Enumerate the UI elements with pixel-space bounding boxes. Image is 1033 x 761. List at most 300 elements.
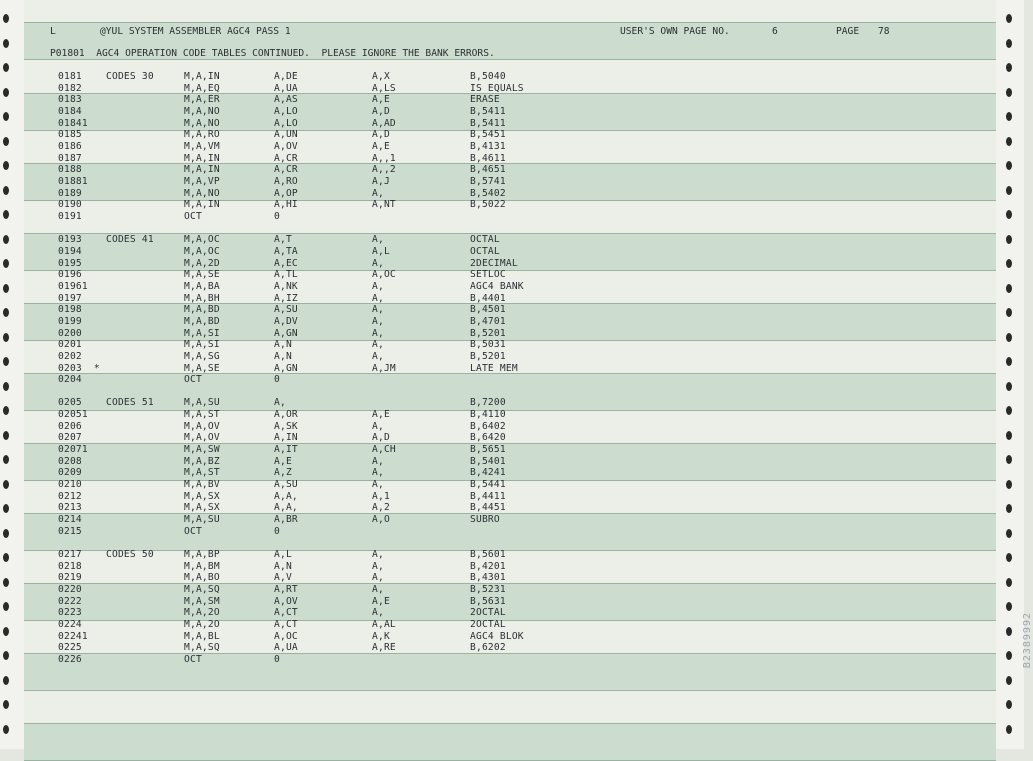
listing-a1: A,BR [274,514,298,526]
listing-line [24,316,996,328]
listing-line [24,654,996,666]
listing-line [24,153,996,165]
listing-no: 0194 [58,245,82,257]
listing-line [24,188,996,200]
listing-no: 0222 [58,595,82,607]
header-page-label: PAGE [836,26,860,37]
listing-line [24,363,996,375]
listing-label: CODES 50 [106,549,154,561]
listing-a1: A,OP [274,187,298,199]
listing-a3: B,5402 [470,187,506,199]
listing-no: 0201 [58,339,82,351]
listing-line [24,607,996,619]
listing-a2: A, [372,304,384,316]
feed-hole [3,504,9,513]
listing-a1: A,CT [274,607,298,619]
listing-a1: A,UA [274,82,298,94]
listing-no: 01881 [58,175,88,187]
listing-op: M,A,NO [184,187,220,199]
listing-no: 0206 [58,420,82,432]
listing-line [24,502,996,514]
listing-a3: B,5631 [470,595,506,607]
feed-hole [3,627,9,636]
listing-a2: A, [372,455,384,467]
listing-op: M,A,RO [184,129,220,141]
listing-a3: B,5040 [470,71,506,82]
listing-no: 0204 [58,374,82,386]
listing-a1: A,N [274,350,292,362]
listing-no: 0203 * [58,362,100,374]
listing-a1: A,E [274,455,292,467]
listing-a1: A,LO [274,105,298,117]
listing-line [24,537,996,549]
feed-hole [3,161,9,170]
feed-hole [1006,137,1012,146]
listing-op: M,A,ST [184,409,220,421]
feed-hole [1006,406,1012,415]
listing-label: CODES 30 [106,71,154,82]
feed-hole [3,63,9,72]
listing-no: 01841 [58,117,88,129]
feed-hole [1006,676,1012,685]
listing-a2: A, [372,234,384,246]
listing-op: M,A,SM [184,595,220,607]
feed-hole [3,137,9,146]
listing-op: M,A,IN [184,164,220,176]
listing-no: 0182 [58,82,82,94]
listing-op: M,A,BA [184,280,220,292]
listing-line [24,432,996,444]
feed-hole [1006,210,1012,219]
listing-op: M,A,SQ [184,642,220,654]
listing-a3: IS EQUALS [470,82,524,94]
listing-a3: B,4131 [470,140,506,152]
listing-a1: A,OC [274,630,298,642]
header-title: @YUL SYSTEM ASSEMBLER AGC4 PASS 1 [100,26,291,37]
listing-a3: B,4201 [470,560,506,572]
feed-hole [3,651,9,660]
listing-a3: B,5231 [470,584,506,596]
listing-no: 02241 [58,630,88,642]
feed-hole [3,700,9,709]
listing-op: M,A,2O [184,619,220,631]
listing-no: 0195 [58,257,82,269]
listing-op: M,A,IN [184,152,220,164]
feed-hole [1006,700,1012,709]
listing-subtitle: P01801 AGC4 OPERATION CODE TABLES CONTINUED. PLEASE IGNORE THE BANK ERRORS. [50,48,495,59]
listing-a1: A,GN [274,327,298,339]
listing-op: M,A,2D [184,257,220,269]
listing-a2: A, [372,339,384,351]
listing-line [24,328,996,340]
listing-label: CODES 41 [106,234,154,246]
listing-line [24,71,996,83]
listing-a2: A,E [372,94,390,106]
listing-no: 0224 [58,619,82,631]
feed-hole [3,382,9,391]
listing-a2: A,CH [372,444,396,456]
listing-op: M,A,OC [184,245,220,257]
listing-a1: A,GN [274,362,298,374]
feed-hole [1006,553,1012,562]
feed-hole [1006,725,1012,734]
listing-no: 0196 [58,269,82,281]
listing-a3: B,6420 [470,432,506,444]
listing-line [24,176,996,188]
listing-a3: OCTAL [470,245,500,257]
listing-a3: SETLOC [470,269,506,281]
listing-a3: B,4651 [470,164,506,176]
listing-op: M,A,BD [184,304,220,316]
listing-line [24,456,996,468]
listing-line [24,94,996,106]
listing-a3: B,4401 [470,292,506,304]
feed-hole [3,112,9,121]
listing-no: 0226 [58,654,82,665]
listing-a2: A,OC [372,269,396,281]
listing-a1: A,V [274,572,292,584]
listing-a1: A,OR [274,409,298,421]
listing-a3: AGC4 BANK [470,280,524,292]
listing-a1: A,NK [274,280,298,292]
listing-no: 0199 [58,315,82,327]
listing-op: M,A,BD [184,315,220,327]
listing-no: 0218 [58,560,82,572]
listing-a2: A,D [372,105,390,117]
listing-a1: A,SU [274,479,298,491]
listing-a3: B,7200 [470,397,506,409]
listing-line [24,421,996,433]
listing-line [24,211,996,223]
listing-op: M,A,SG [184,350,220,362]
feed-hole [3,186,9,195]
listing-a3: B,4611 [470,152,506,164]
listing-line [24,246,996,258]
listing-a3: B,5441 [470,479,506,491]
listing-a3: B,5022 [470,199,506,211]
listing-line [24,223,996,235]
feed-hole [1006,357,1012,366]
listing-a2: A, [372,257,384,269]
listing-no: 02071 [58,444,88,456]
listing-op: M,A,BP [184,549,220,561]
listing-a3: B,5411 [470,105,506,117]
listing-a2: A,1 [372,490,390,502]
listing-a2: A, [372,549,384,561]
listing-a3: B,4241 [470,467,506,479]
feed-hole [3,14,9,23]
listing-op: OCT [184,210,202,222]
listing-line [24,164,996,176]
listing-a2: A,O [372,514,390,526]
listing-no: 0186 [58,140,82,152]
feed-hole [1006,259,1012,268]
feed-hole [3,333,9,342]
listing-a2: A,E [372,140,390,152]
listing-line [24,234,996,246]
listing-a2: A, [372,350,384,362]
listing-a1: A, [274,397,286,409]
listing-a1: A,RT [274,584,298,596]
listing-a1: A,CT [274,619,298,631]
listing-line [24,596,996,608]
listing-a3: B,5401 [470,455,506,467]
listing-no: 0210 [58,479,82,491]
listing-no: 0202 [58,350,82,362]
header-page-no: 78 [878,26,890,37]
listing-op: M,A,SU [184,514,220,526]
listing-label: CODES 51 [106,397,154,409]
listing-op: M,A,SX [184,490,220,502]
listing-line [24,479,996,491]
listing-a1: A,DE [274,71,298,82]
tractor-feed-left [0,0,24,749]
feed-hole [1006,529,1012,538]
listing-a2: A, [372,560,384,572]
listing-a2: A,K [372,630,390,642]
listing-a3: B,5651 [470,444,506,456]
listing-a1: A,UN [274,129,298,141]
feed-hole [3,259,9,268]
listing-line [24,549,996,561]
listing-a2: A,LS [372,82,396,94]
feed-hole [3,602,9,611]
listing-line [24,584,996,596]
listing-op: M,A,BM [184,560,220,572]
listing-op: OCT [184,374,202,386]
listing-op: M,A,ER [184,94,220,106]
feed-hole [3,357,9,366]
feed-hole [3,39,9,48]
listing-op: M,A,BL [184,630,220,642]
header-left-mark: L [50,26,56,37]
listing-no: 0207 [58,432,82,444]
listing-op: M,A,VM [184,140,220,152]
listing-no: 0220 [58,584,82,596]
listing-a2: A, [372,187,384,199]
listing-a2: A,D [372,432,390,444]
feed-hole [1006,504,1012,513]
margin-stamp: B2389992 [1022,612,1033,669]
feed-hole [1006,382,1012,391]
listing-a2: A,NT [372,199,396,211]
listing-a2: A,,2 [372,164,396,176]
listing-a1: A,IZ [274,292,298,304]
listing-no: 0217 [58,549,82,561]
listing-no: 0212 [58,490,82,502]
listing-a2: A,E [372,595,390,607]
listing-a2: A, [372,572,384,584]
listing-op: M,A,BO [184,572,220,584]
listing-line [24,572,996,584]
listing-a2: A,RE [372,642,396,654]
listing-a3: B,4701 [470,315,506,327]
listing-a3: B,4501 [470,304,506,316]
listing-a1: A,TA [274,245,298,257]
feed-hole [1006,455,1012,464]
listing-line [24,141,996,153]
listing-a3: B,6402 [470,420,506,432]
greenbar-band [24,723,996,761]
listing-line [24,83,996,95]
listing-no: 0209 [58,467,82,479]
listing-a2: A, [372,479,384,491]
listing-a1: 0 [274,654,280,665]
feed-hole [1006,39,1012,48]
listing-a3: B,5741 [470,175,506,187]
listing-line [24,118,996,130]
tractor-feed-right [996,0,1024,749]
listing-op: M,A,SE [184,362,220,374]
listing-no: 0200 [58,327,82,339]
listing-op: M,A,SU [184,397,220,409]
listing-no: 0181 [58,71,82,82]
feed-hole [3,235,9,244]
feed-hole [3,529,9,538]
feed-hole [1006,578,1012,587]
listing-no: 0197 [58,292,82,304]
listing-op: M,A,BH [184,292,220,304]
listing-line [24,561,996,573]
listing-a1: A,IT [274,444,298,456]
header-own-page-no: 6 [772,26,778,37]
listing-a2: A, [372,467,384,479]
listing-a3: B,4411 [470,490,506,502]
listing-op: OCT [184,654,202,665]
listing-no: 0205 [58,397,82,409]
listing-a2: A,E [372,409,390,421]
listing-line [24,491,996,503]
listing-no: 0213 [58,502,82,514]
listing-op: M,A,ST [184,467,220,479]
listing-line [24,467,996,479]
listing-a3: B,5411 [470,117,506,129]
listing-a1: A,A, [274,490,298,502]
listing-a3: B,5031 [470,339,506,351]
listing-a3: B,5451 [470,129,506,141]
listing-line [24,281,996,293]
listing-line [24,258,996,270]
feed-hole [1006,235,1012,244]
feed-hole [3,284,9,293]
listing-no: 0214 [58,514,82,526]
listing-a3: B,6202 [470,642,506,654]
listing-a1: A,L [274,549,292,561]
listing-a3: 2OCTAL [470,607,506,619]
listing-op: M,A,BZ [184,455,220,467]
listing-line [24,619,996,631]
listing-op: M,A,IN [184,71,220,82]
feed-hole [1006,602,1012,611]
listing-a3: 2DECIMAL [470,257,518,269]
listing-a1: A,Z [274,467,292,479]
listing-op: M,A,BV [184,479,220,491]
listing-op: M,A,SX [184,502,220,514]
listing-a2: A,JM [372,362,396,374]
feed-hole [1006,333,1012,342]
feed-hole [1006,14,1012,23]
listing-op: M,A,2O [184,607,220,619]
listing-no: 0198 [58,304,82,316]
listing-no: 0225 [58,642,82,654]
listing-a3: B,5201 [470,350,506,362]
listing-a2: A, [372,292,384,304]
listing-op: M,A,EQ [184,82,220,94]
listing-a1: A,N [274,560,292,572]
listing-op: M,A,SW [184,444,220,456]
listing-no: 02051 [58,409,88,421]
listing-no: 0223 [58,607,82,619]
listing-a1: A,N [274,339,292,351]
listing-no: 0190 [58,199,82,211]
listing-no: 0187 [58,152,82,164]
listing-a3: B,5601 [470,549,506,561]
listing-a1: A,RO [274,175,298,187]
listing-line [24,444,996,456]
listing-a3: ERASE [470,94,500,106]
listing-line [24,269,996,281]
listing-a2: A,J [372,175,390,187]
listing-op: M,A,NO [184,105,220,117]
listing-a2: A,2 [372,502,390,514]
listing-no: 0219 [58,572,82,584]
feed-hole [3,431,9,440]
listing-line [24,199,996,211]
listing-a2: A,X [372,71,390,82]
listing-no: 0191 [58,210,82,222]
feed-hole [3,725,9,734]
listing-a1: 0 [274,210,280,222]
listing-op: M,A,VP [184,175,220,187]
listing-line [24,293,996,305]
printout-page [24,0,996,749]
listing-line [24,514,996,526]
feed-hole [1006,480,1012,489]
feed-hole [1006,161,1012,170]
listing-no: 0183 [58,94,82,106]
feed-hole [3,308,9,317]
feed-hole [1006,651,1012,660]
feed-hole [1006,63,1012,72]
listing-line [24,397,996,409]
listing-line [24,339,996,351]
listing-no: 0184 [58,105,82,117]
listing-line [24,304,996,316]
listing-a1: A,SU [274,304,298,316]
feed-hole [1006,431,1012,440]
listing-no: 0208 [58,455,82,467]
feed-hole [1006,308,1012,317]
listing-a3: LATE MEM [470,362,518,374]
listing-a1: 0 [274,525,280,537]
listing-a2: A, [372,315,384,327]
listing-a2: A, [372,327,384,339]
listing-op: M,A,NO [184,117,220,129]
listing-a1: A,A, [274,502,298,514]
listing-line [24,129,996,141]
listing-op: M,A,SI [184,327,220,339]
listing-a2: A,AL [372,619,396,631]
listing-line [24,386,996,398]
listing-line [24,106,996,118]
listing-a1: A,LO [274,117,298,129]
listing-a1: A,HI [274,199,298,211]
listing-a3: 2OCTAL [470,619,506,631]
feed-hole [3,88,9,97]
feed-hole [1006,186,1012,195]
listing-a1: A,UA [274,642,298,654]
listing-no: 0185 [58,129,82,141]
